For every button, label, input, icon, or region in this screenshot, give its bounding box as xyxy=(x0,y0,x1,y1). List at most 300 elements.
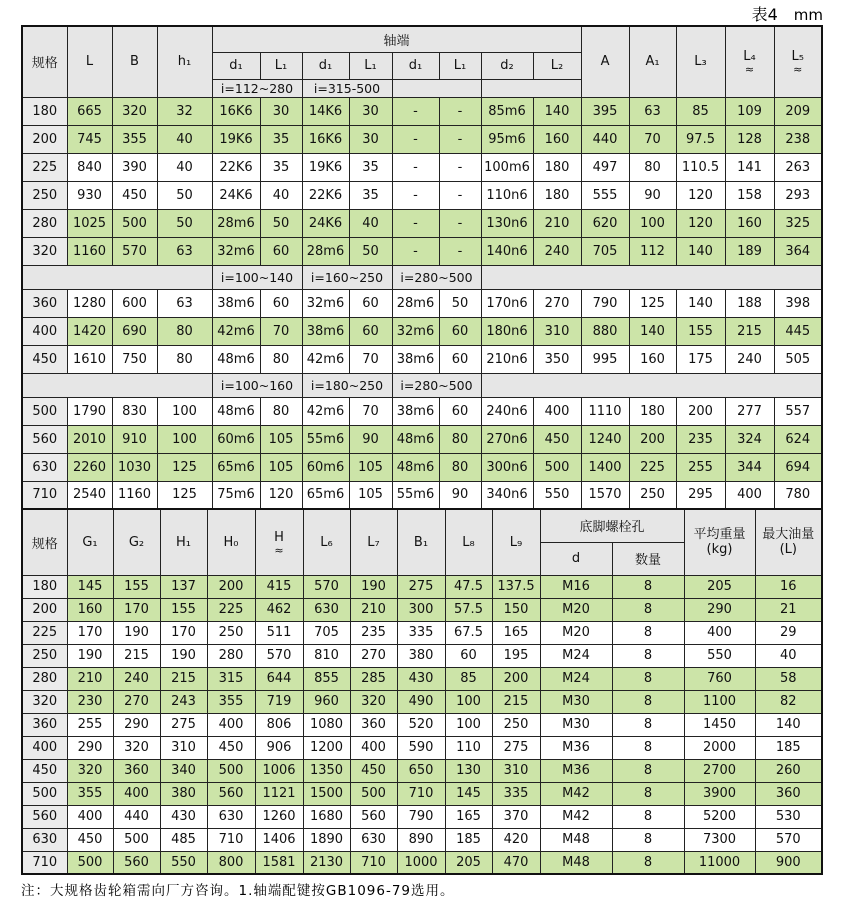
cell: 370 xyxy=(492,805,540,828)
cell: 50 xyxy=(349,237,392,265)
column-header: L₅ ≈ xyxy=(774,26,822,97)
cell: 24K6 xyxy=(302,209,349,237)
cell: 1570 xyxy=(581,481,629,509)
cell: 500 xyxy=(67,851,113,874)
cell: - xyxy=(392,209,439,237)
cell: 28m6 xyxy=(392,289,439,317)
cell: 42m6 xyxy=(212,317,260,345)
cell: 170 xyxy=(113,598,160,621)
spec-cell: 200 xyxy=(22,598,67,621)
cell: 364 xyxy=(774,237,822,265)
cell: 170 xyxy=(160,621,207,644)
spec-cell: 400 xyxy=(22,317,67,345)
cell: 250 xyxy=(492,713,540,736)
cell: 360 xyxy=(755,782,822,805)
cell: 995 xyxy=(581,345,629,373)
spec-cell: 180 xyxy=(22,97,67,125)
cell: 225 xyxy=(207,598,255,621)
cell: 705 xyxy=(303,621,350,644)
cell: 235 xyxy=(350,621,397,644)
cell: 48m6 xyxy=(392,425,439,453)
cell: 1420 xyxy=(67,317,112,345)
cell: 205 xyxy=(445,851,492,874)
column-header: L₇ xyxy=(350,509,397,575)
cell: 400 xyxy=(67,805,113,828)
cell: 1610 xyxy=(67,345,112,373)
ratio-separator-row xyxy=(22,265,822,289)
cell: 255 xyxy=(676,453,725,481)
cell: 210n6 xyxy=(481,345,533,373)
cell: 140 xyxy=(629,317,676,345)
column-header: d₁ xyxy=(392,52,439,79)
cell: 158 xyxy=(725,181,774,209)
cell: 50 xyxy=(439,289,481,317)
cell: 155 xyxy=(676,317,725,345)
cell: 398 xyxy=(774,289,822,317)
spec-cell: 200 xyxy=(22,125,67,153)
cell: 38m6 xyxy=(392,345,439,373)
ratio-range-cell: i=315-500 xyxy=(302,79,392,97)
header-row xyxy=(22,509,822,542)
cell: 14K6 xyxy=(302,97,349,125)
cell: 445 xyxy=(774,317,822,345)
cell: 63 xyxy=(629,97,676,125)
spec-cell: 280 xyxy=(22,667,67,690)
table-caption: 表4 xyxy=(751,5,778,24)
cell: 335 xyxy=(397,621,445,644)
cell: 800 xyxy=(207,851,255,874)
cell: 1025 xyxy=(67,209,112,237)
cell: 40 xyxy=(260,181,302,209)
cell: 1890 xyxy=(303,828,350,851)
cell: 28m6 xyxy=(212,209,260,237)
column-header-avg-weight: 平均重量 (kg) xyxy=(684,509,755,575)
cell: 324 xyxy=(725,425,774,453)
cell: 60 xyxy=(445,644,492,667)
cell: 470 xyxy=(492,851,540,874)
cell: 400 xyxy=(350,736,397,759)
spec-cell: 560 xyxy=(22,425,67,453)
cell: 50 xyxy=(260,209,302,237)
cell: M20 xyxy=(540,621,612,644)
cell: 48m6 xyxy=(392,453,439,481)
cell: 50 xyxy=(157,209,212,237)
cell: 275 xyxy=(397,575,445,598)
spec-cell: 250 xyxy=(22,644,67,667)
ratio-range-cell xyxy=(481,79,581,97)
cell: 70 xyxy=(260,317,302,345)
table-row xyxy=(22,782,822,805)
table-row xyxy=(22,397,822,425)
cell: 42m6 xyxy=(302,345,349,373)
cell: 275 xyxy=(160,713,207,736)
blank-cell xyxy=(481,265,822,289)
column-header: L₂ xyxy=(533,52,581,79)
cell: 165 xyxy=(445,805,492,828)
cell: 110 xyxy=(445,736,492,759)
cell: 570 xyxy=(303,575,350,598)
cell: M30 xyxy=(540,713,612,736)
table-row xyxy=(22,667,822,690)
cell: 210 xyxy=(350,598,397,621)
table-row xyxy=(22,345,822,373)
cell: 1121 xyxy=(255,782,303,805)
cell: 360 xyxy=(113,759,160,782)
spec-cell: 320 xyxy=(22,690,67,713)
cell: 430 xyxy=(160,805,207,828)
column-header: L₄ ≈ xyxy=(725,26,774,97)
cell: - xyxy=(439,209,481,237)
cell: 511 xyxy=(255,621,303,644)
cell: 890 xyxy=(397,828,445,851)
cell: 2000 xyxy=(684,736,755,759)
cell: 141 xyxy=(725,153,774,181)
cell: 85 xyxy=(445,667,492,690)
table-row xyxy=(22,289,822,317)
spec-cell: 180 xyxy=(22,575,67,598)
cell: 1450 xyxy=(684,713,755,736)
cell: 190 xyxy=(67,644,113,667)
cell: 590 xyxy=(397,736,445,759)
cell: 215 xyxy=(492,690,540,713)
column-header: L₁ xyxy=(260,52,302,79)
cell: 624 xyxy=(774,425,822,453)
cell: 719 xyxy=(255,690,303,713)
cell: 2010 xyxy=(67,425,112,453)
table-row xyxy=(22,851,822,874)
cell: 180 xyxy=(533,181,581,209)
cell: 90 xyxy=(349,425,392,453)
cell: 270 xyxy=(350,644,397,667)
cell: 570 xyxy=(112,237,157,265)
cell: 120 xyxy=(260,481,302,509)
table-row xyxy=(22,425,822,453)
table-row xyxy=(22,621,822,644)
cell: - xyxy=(392,153,439,181)
cell: 205 xyxy=(684,575,755,598)
column-header: L₆ xyxy=(303,509,350,575)
cell: 28m6 xyxy=(302,237,349,265)
cell: 210 xyxy=(533,209,581,237)
table-row xyxy=(22,481,822,509)
cell: 1000 xyxy=(397,851,445,874)
cell: 3900 xyxy=(684,782,755,805)
table-row xyxy=(22,644,822,667)
cell: 95m6 xyxy=(481,125,533,153)
cell: 32m6 xyxy=(392,317,439,345)
cell: 11000 xyxy=(684,851,755,874)
cell: 8 xyxy=(612,828,684,851)
cell: 209 xyxy=(774,97,822,125)
cell: 780 xyxy=(774,481,822,509)
cell: 270 xyxy=(113,690,160,713)
cell: 60 xyxy=(439,317,481,345)
cell: 8 xyxy=(612,805,684,828)
cell: 150 xyxy=(492,598,540,621)
cell: 125 xyxy=(157,481,212,509)
column-header: h₁ xyxy=(157,26,212,97)
column-header: H₁ xyxy=(160,509,207,575)
cell: 80 xyxy=(439,425,481,453)
cell: 250 xyxy=(629,481,676,509)
cell: 38m6 xyxy=(212,289,260,317)
cell: 630 xyxy=(350,828,397,851)
column-header: d₂ xyxy=(481,52,533,79)
cell: 160 xyxy=(725,209,774,237)
cell: 100m6 xyxy=(481,153,533,181)
cell: 195 xyxy=(492,644,540,667)
cell: 320 xyxy=(112,97,157,125)
cell: 40 xyxy=(755,644,822,667)
cell: 120 xyxy=(676,209,725,237)
cell: 90 xyxy=(629,181,676,209)
cell: 530 xyxy=(755,805,822,828)
cell: 80 xyxy=(629,153,676,181)
cell: 180 xyxy=(629,397,676,425)
cell: 100 xyxy=(157,397,212,425)
cell: 1160 xyxy=(112,481,157,509)
cell: M48 xyxy=(540,851,612,874)
cell: 1080 xyxy=(303,713,350,736)
cell: 22K6 xyxy=(302,181,349,209)
cell: 400 xyxy=(725,481,774,509)
cell: - xyxy=(439,153,481,181)
cell: 165 xyxy=(492,621,540,644)
cell: 1406 xyxy=(255,828,303,851)
cell: 185 xyxy=(445,828,492,851)
cell: 315 xyxy=(207,667,255,690)
cell: - xyxy=(392,181,439,209)
cell: 55m6 xyxy=(302,425,349,453)
cell: 200 xyxy=(207,575,255,598)
cell: 260 xyxy=(755,759,822,782)
column-header: L₁ xyxy=(439,52,481,79)
cell: 80 xyxy=(439,453,481,481)
cell: 300n6 xyxy=(481,453,533,481)
cell: 745 xyxy=(67,125,112,153)
cell: 340 xyxy=(160,759,207,782)
cell: 189 xyxy=(725,237,774,265)
cell: 210 xyxy=(67,667,113,690)
column-header: 规格 xyxy=(22,26,67,97)
table-row xyxy=(22,828,822,851)
cell: 8 xyxy=(612,759,684,782)
cell: 8 xyxy=(612,598,684,621)
cell: 270 xyxy=(533,289,581,317)
cell: 80 xyxy=(260,397,302,425)
spec-cell: 630 xyxy=(22,453,67,481)
cell: - xyxy=(392,97,439,125)
cell: 55m6 xyxy=(392,481,439,509)
cell: 47.5 xyxy=(445,575,492,598)
cell: 200 xyxy=(629,425,676,453)
spec-cell: 320 xyxy=(22,237,67,265)
column-header: A xyxy=(581,26,629,97)
table-row xyxy=(22,317,822,345)
cell: 295 xyxy=(676,481,725,509)
ratio-range-cell: i=280~500 xyxy=(392,265,481,289)
cell: 238 xyxy=(774,125,822,153)
cell: 57.5 xyxy=(445,598,492,621)
cell: 810 xyxy=(303,644,350,667)
ratio-range-cell xyxy=(392,79,481,97)
cell: 200 xyxy=(492,667,540,690)
cell: 19K6 xyxy=(212,125,260,153)
cell: 60 xyxy=(349,317,392,345)
cell: 440 xyxy=(581,125,629,153)
cell: 35 xyxy=(349,153,392,181)
cell: 2700 xyxy=(684,759,755,782)
cell: 560 xyxy=(113,851,160,874)
spec-cell: 500 xyxy=(22,782,67,805)
cell: 8 xyxy=(612,667,684,690)
cell: 190 xyxy=(160,644,207,667)
cell: 293 xyxy=(774,181,822,209)
cell: 32m6 xyxy=(212,237,260,265)
cell: M24 xyxy=(540,667,612,690)
spec-cell: 225 xyxy=(22,153,67,181)
cell: 630 xyxy=(303,598,350,621)
cell: M24 xyxy=(540,644,612,667)
column-header: L₈ xyxy=(445,509,492,575)
table-row xyxy=(22,759,822,782)
column-header: L xyxy=(67,26,112,97)
cell: 60m6 xyxy=(302,453,349,481)
cell: 235 xyxy=(676,425,725,453)
cell: 400 xyxy=(207,713,255,736)
spec-cell: 630 xyxy=(22,828,67,851)
column-header: H ≈ xyxy=(255,509,303,575)
cell: 30 xyxy=(349,97,392,125)
cell: 355 xyxy=(67,782,113,805)
cell: 1100 xyxy=(684,690,755,713)
cell: 8 xyxy=(612,621,684,644)
ratio-range-cell: i=100~140 xyxy=(212,265,302,289)
cell: 215 xyxy=(160,667,207,690)
cell: 32 xyxy=(157,97,212,125)
cell: 63 xyxy=(157,237,212,265)
cell: 335 xyxy=(492,782,540,805)
cell: 390 xyxy=(112,153,157,181)
cell: 270n6 xyxy=(481,425,533,453)
cell: 60 xyxy=(349,289,392,317)
cell: 105 xyxy=(349,453,392,481)
cell: 42m6 xyxy=(302,397,349,425)
spec-cell: 450 xyxy=(22,759,67,782)
cell: 694 xyxy=(774,453,822,481)
cell: 1280 xyxy=(67,289,112,317)
cell: 1260 xyxy=(255,805,303,828)
cell: 215 xyxy=(725,317,774,345)
cell: 160 xyxy=(533,125,581,153)
cell: 155 xyxy=(113,575,160,598)
ratio-range-cell: i=180~250 xyxy=(302,373,392,397)
cell: 140 xyxy=(676,237,725,265)
dimensions-table-upper xyxy=(21,25,823,510)
cell: 100 xyxy=(445,690,492,713)
cell: 344 xyxy=(725,453,774,481)
column-header: B₁ xyxy=(397,509,445,575)
cell: 1400 xyxy=(581,453,629,481)
cell: 137 xyxy=(160,575,207,598)
table-row xyxy=(22,805,822,828)
table-row xyxy=(22,209,822,237)
cell: 32m6 xyxy=(302,289,349,317)
cell: 110n6 xyxy=(481,181,533,209)
cell: 22K6 xyxy=(212,153,260,181)
cell: 16K6 xyxy=(302,125,349,153)
cell: 665 xyxy=(67,97,112,125)
cell: 806 xyxy=(255,713,303,736)
cell: 710 xyxy=(350,851,397,874)
cell: 110.5 xyxy=(676,153,725,181)
cell: 80 xyxy=(260,345,302,373)
cell: 500 xyxy=(112,209,157,237)
cell: 360 xyxy=(350,713,397,736)
cell: 243 xyxy=(160,690,207,713)
cell: 790 xyxy=(397,805,445,828)
cell: 188 xyxy=(725,289,774,317)
cell: 48m6 xyxy=(212,345,260,373)
table-row xyxy=(22,153,822,181)
cell: 109 xyxy=(725,97,774,125)
cell: 750 xyxy=(112,345,157,373)
cell: 570 xyxy=(755,828,822,851)
cell: 855 xyxy=(303,667,350,690)
cell: 285 xyxy=(350,667,397,690)
cell: 190 xyxy=(350,575,397,598)
cell: 290 xyxy=(684,598,755,621)
ratio-range-cell: i=112~280 xyxy=(212,79,302,97)
spec-cell: 250 xyxy=(22,181,67,209)
cell: 60 xyxy=(260,289,302,317)
cell: 1350 xyxy=(303,759,350,782)
spec-cell: 560 xyxy=(22,805,67,828)
cell: 240 xyxy=(113,667,160,690)
cell: 255 xyxy=(67,713,113,736)
cell: 29 xyxy=(755,621,822,644)
cell: 440 xyxy=(113,805,160,828)
cell: 100 xyxy=(157,425,212,453)
cell: 38m6 xyxy=(302,317,349,345)
cell: 400 xyxy=(533,397,581,425)
cell: 462 xyxy=(255,598,303,621)
cell: 67.5 xyxy=(445,621,492,644)
cell: 8 xyxy=(612,851,684,874)
cell: 263 xyxy=(774,153,822,181)
cell: 24K6 xyxy=(212,181,260,209)
cell: 705 xyxy=(581,237,629,265)
cell: 230 xyxy=(67,690,113,713)
table-row xyxy=(22,125,822,153)
cell: 70 xyxy=(349,345,392,373)
cell: 600 xyxy=(112,289,157,317)
cell: 325 xyxy=(774,209,822,237)
column-header-max-oil: 最大油量 (L) xyxy=(755,509,822,575)
cell: 75m6 xyxy=(212,481,260,509)
cell: 960 xyxy=(303,690,350,713)
column-header: G₂ xyxy=(113,509,160,575)
cell: 350 xyxy=(533,345,581,373)
cell: 80 xyxy=(157,317,212,345)
cell: - xyxy=(439,125,481,153)
cell: M36 xyxy=(540,736,612,759)
cell: 130n6 xyxy=(481,209,533,237)
cell: M42 xyxy=(540,782,612,805)
cell: 2130 xyxy=(303,851,350,874)
cell: 50 xyxy=(157,181,212,209)
cell: 8 xyxy=(612,782,684,805)
